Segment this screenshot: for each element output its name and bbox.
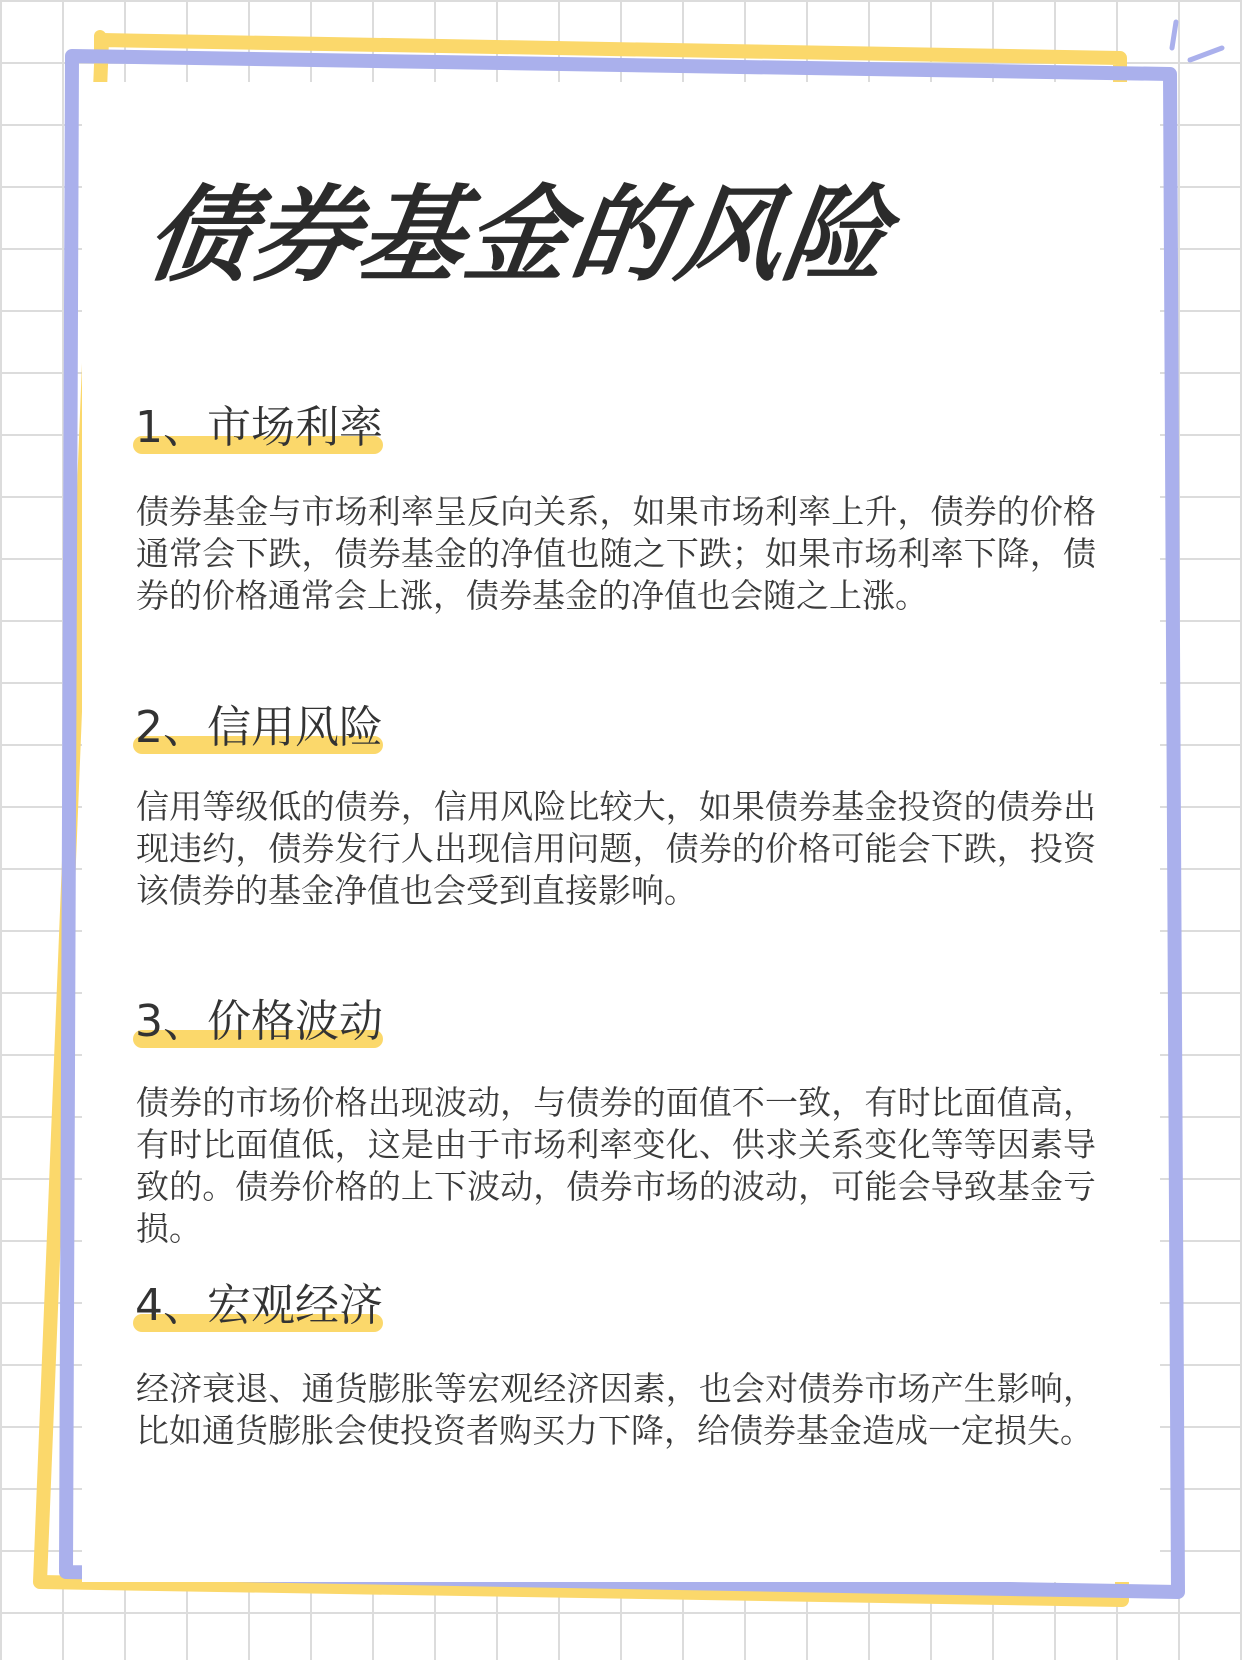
section-heading-text: 2、信用风险 <box>135 702 383 753</box>
page-title: 债券基金的风险 <box>139 174 899 296</box>
section-heading-text: 1、市场利率 <box>135 402 383 453</box>
section-heading-1 <box>135 398 383 458</box>
section-body-3: 债券的市场价格出现波动，与债券的面值不一致，有时比面值高，有时比面值低，这是由于市场利率变化、供求关系变化等等因素导致的。债券价格的上下波动，债券市场的波动，可能会导致基金亏损。 <box>136 1083 1096 1248</box>
section-heading-text: 3、价格波动 <box>135 996 383 1047</box>
section-body-2: 信用等级低的债券，信用风险比较大，如果债券基金投资的债券出现违约，债券发行人出现信用问题，债券的价格可能会下跌，投资该债券的基金净值也会受到直接影响。 <box>136 787 1096 910</box>
section-heading-4 <box>135 1276 383 1336</box>
section-heading-text: 4、宏观经济 <box>135 1280 383 1331</box>
section-body-4: 经济衰退、通货膨胀等宏观经济因素，也会对债券市场产生影响，比如通货膨胀会使投资者购买力下降，给债券基金造成一定损失。 <box>136 1369 1096 1450</box>
section-heading-3 <box>135 992 383 1052</box>
deco-stroke-1 <box>1172 22 1176 48</box>
section-body-1: 债券基金与市场利率呈反向关系，如果市场利率上升，债券的价格通常会下跌，债券基金的净值也随之下跌；如果市场利率下降，债券的价格通常会上涨，债券基金的净值也会随之上涨。 <box>136 492 1096 615</box>
section-heading-2 <box>135 698 383 758</box>
deco-stroke-2 <box>1190 48 1222 60</box>
